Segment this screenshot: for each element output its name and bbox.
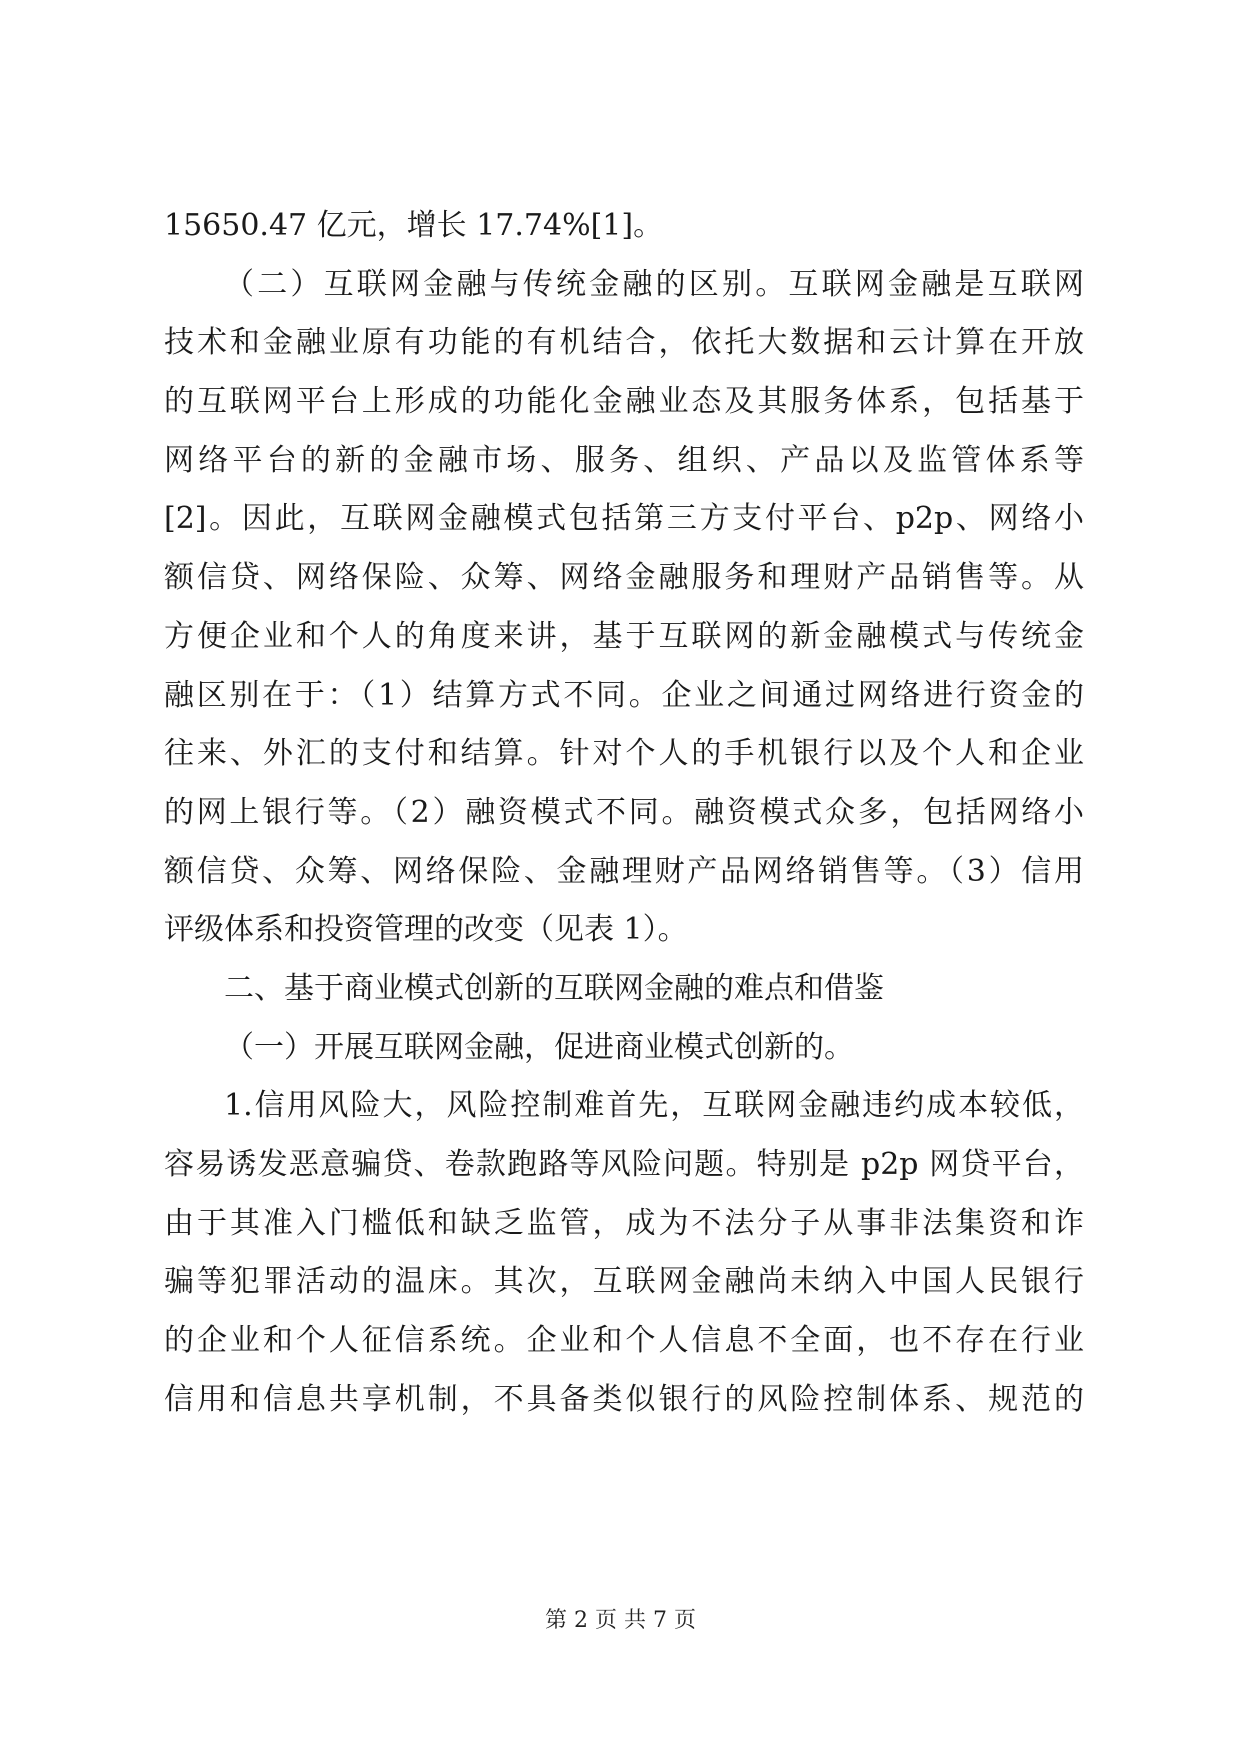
text-line: 方便企业和个人的角度来讲，基于互联网的新金融模式与传统金 xyxy=(164,618,1084,654)
text-line: 评级体系和投资管理的改变（见表 1）。 xyxy=(164,912,688,948)
text-line: （二）互联网金融与传统金融的区别。互联网金融是互联网 xyxy=(224,266,1084,302)
text-line: 15650.47 亿元，增长 17.74%[1]。 xyxy=(164,208,664,243)
page-footer: 第 2 页 共 7 页 xyxy=(545,1608,696,1633)
text-line: 的企业和个人征信系统。企业和个人信息不全面，也不存在行业 xyxy=(164,1323,1084,1359)
text-line: 融区别在于：（1）结算方式不同。企业之间通过网络进行资金的 xyxy=(164,677,1084,713)
text-line: 骗等犯罪活动的温床。其次，互联网金融尚未纳入中国人民银行 xyxy=(164,1264,1084,1300)
text-line: 技术和金融业原有功能的有机结合，依托大数据和云计算在开放 xyxy=(164,325,1084,361)
text-line: [2]。因此，互联网金融模式包括第三方支付平台、p2p、网络小 xyxy=(164,501,1084,537)
text-line: 1.信用风险大，风险控制难首先，互联网金融违约成本较低， xyxy=(224,1088,1084,1124)
text-line: 额信贷、众筹、网络保险、金融理财产品网络销售等。（3）信用 xyxy=(164,853,1084,889)
text-line: （一）开展互联网金融，促进商业模式创新的。 xyxy=(224,1029,854,1065)
text-line: 二、基于商业模式创新的互联网金融的难点和借鉴 xyxy=(224,970,884,1006)
text-line: 网络平台的新的金融市场、服务、组织、产品以及监管体系等 xyxy=(164,442,1084,478)
text-line: 的网上银行等。（2）融资模式不同。融资模式众多，包括网络小 xyxy=(164,794,1084,830)
text-line: 容易诱发恶意骗贷、卷款跑路等风险问题。特别是 p2p 网贷平台， xyxy=(164,1147,1084,1182)
body-text xyxy=(164,197,1084,1429)
text-line: 往来、外汇的支付和结算。针对个人的手机银行以及个人和企业 xyxy=(164,736,1084,772)
text-line: 由于其准入门槛低和缺乏监管，成为不法分子从事非法集资和诈 xyxy=(164,1205,1084,1241)
text-line: 的互联网平台上形成的功能化金融业态及其服务体系，包括基于 xyxy=(164,384,1084,420)
text-line: 信用和信息共享机制，不具备类似银行的风险控制体系、规范的 xyxy=(164,1381,1084,1417)
text-line: 额信贷、网络保险、众筹、网络金融服务和理财产品销售等。从 xyxy=(164,560,1084,596)
